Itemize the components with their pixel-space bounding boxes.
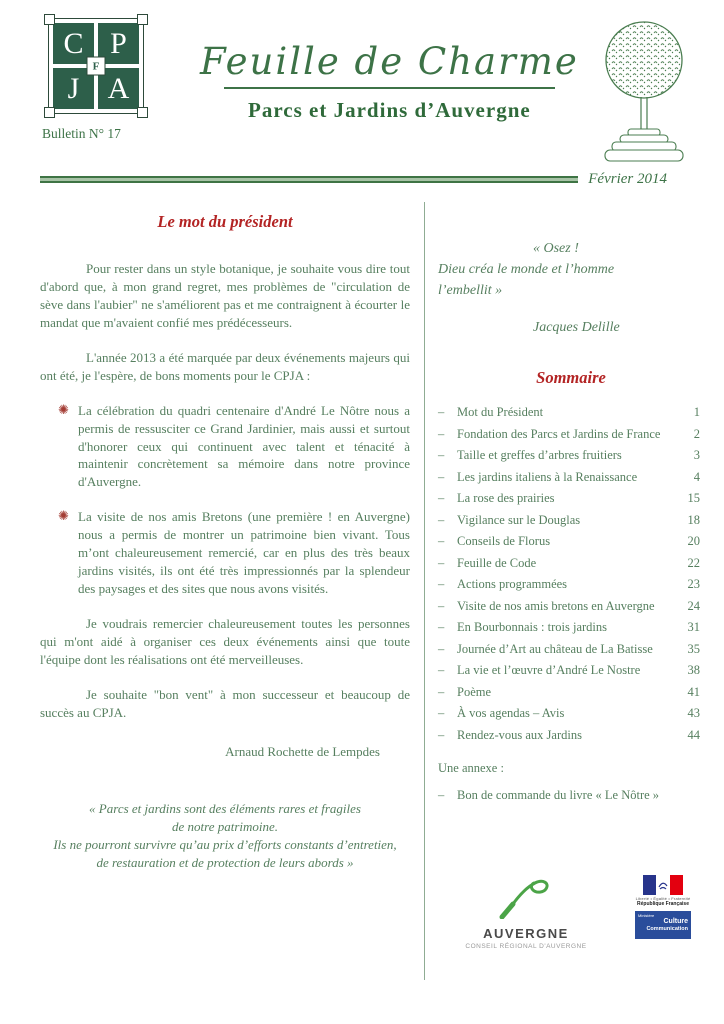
auvergne-swirl-icon xyxy=(498,875,554,919)
epigraph-line: l’embellit » xyxy=(438,283,503,298)
dash-icon: – xyxy=(438,534,445,548)
list-item xyxy=(58,402,410,492)
toc-page: 44 xyxy=(687,727,700,742)
signature: Arnaud Rochette de Lempdes xyxy=(225,743,380,759)
toc-page: 31 xyxy=(687,620,700,634)
epigraph-line: « Osez ! xyxy=(533,241,579,256)
toc-label: Conseils de Florus xyxy=(457,534,551,548)
dash-icon: – xyxy=(438,512,445,527)
toc-label: Visite de nos amis bretons en Auvergne xyxy=(457,598,655,613)
auvergne-logo-subtitle: CONSEIL RÉGIONAL D'AUVERGNE xyxy=(465,943,587,950)
toc-label: En Bourbonnais : trois jardins xyxy=(457,620,607,634)
ministry-box-line: Culture xyxy=(663,918,688,925)
toc-label: Journée d’Art au château de La Batisse xyxy=(457,641,653,656)
toc-row xyxy=(438,600,704,613)
ministry-motto: Liberté • Égalité • Fraternité xyxy=(635,896,691,901)
newsletter-subtitle: Parcs et Jardins d’Auvergne xyxy=(248,98,531,122)
toc-label: Feuille de Code xyxy=(457,555,537,570)
toc-label: Taille et greffes d’arbres fruitiers xyxy=(457,448,622,462)
toc-label: Mot du Président xyxy=(457,405,544,419)
bulletin-number: Bulletin N° 17 xyxy=(42,126,121,141)
toc-row xyxy=(438,621,704,634)
ministry-name-box xyxy=(635,911,691,939)
toc-page: 23 xyxy=(687,577,700,591)
header-rule-row xyxy=(0,171,724,188)
toc-label: La vie et l’œuvre d’André Le Nostre xyxy=(457,663,641,677)
epigraph xyxy=(438,238,704,338)
dash-icon: – xyxy=(438,706,445,720)
toc-page: 43 xyxy=(687,706,700,720)
masthead xyxy=(200,18,579,169)
annex-row xyxy=(438,788,704,803)
toc-label: Fondation des Parcs et Jardins de France xyxy=(457,426,661,441)
toc-page: 38 xyxy=(687,663,700,677)
toc-page: 35 xyxy=(687,641,700,656)
sommaire-title: Sommaire xyxy=(536,368,606,387)
paragraph: Je souhaite "bon vent" à mon successeur et beaucoup de succès au CPJA. xyxy=(40,686,410,720)
toc-row xyxy=(438,406,704,419)
footer-quote-line: Ils ne pourront survivre qu’au prix d’efforts constants d’entretien, xyxy=(53,837,397,853)
logo-letter-j: J xyxy=(53,68,94,109)
flower-bullet-icon: ✺ xyxy=(58,508,69,524)
list-item xyxy=(58,508,410,598)
epigraph-line: Dieu créa le monde et l’homme xyxy=(438,262,615,277)
toc-page: 1 xyxy=(693,405,700,419)
annex-heading: Une annexe : xyxy=(438,761,504,775)
toc-row xyxy=(438,492,704,505)
toc-row xyxy=(438,686,704,699)
toc-row xyxy=(438,707,704,720)
footer-quote-line: « Parcs et jardins sont des éléments rares et fragiles xyxy=(89,800,361,816)
partner-logos xyxy=(438,875,704,950)
toc-page: 22 xyxy=(687,555,700,570)
marianne-icon xyxy=(656,875,670,895)
toc-page: 41 xyxy=(687,684,700,699)
toc-page: 15 xyxy=(687,491,700,505)
dash-icon: – xyxy=(438,727,445,742)
logo-corner-ornament xyxy=(137,14,148,25)
summary-column xyxy=(424,202,704,980)
ministry-of-culture-logo xyxy=(632,875,694,939)
logo-corner-ornament xyxy=(44,14,55,25)
toc-page: 4 xyxy=(693,469,700,484)
paragraph: L'année 2013 a été marquée par deux événements majeurs qui ont été, je l'espère, de bons moments pour le CPJA : xyxy=(40,349,410,383)
dash-icon: – xyxy=(438,598,445,613)
dash-icon: – xyxy=(438,577,445,591)
paragraph: Je voudrais remercier chaleureusement toutes les personnes qui m'ont aidé à organiser ces deux événements ainsi que toute l'équipe dont les réalisations ont été merveilleuses. xyxy=(40,616,410,667)
toc-page: 20 xyxy=(687,534,700,548)
paragraph: Pour rester dans un style botanique, je souhaite vous dire tout d'abord que, à mon grand regret, mes problèmes de "circulation de sève dans l'aubier" ne s'améliorent pas et me contraignent à écourter le mandat que m'avaient confié mes prédécesseurs. xyxy=(40,261,410,330)
toc-row xyxy=(438,514,704,527)
dash-icon: – xyxy=(438,469,445,484)
toc-row xyxy=(438,535,704,548)
dash-icon: – xyxy=(438,663,445,677)
auvergne-regional-council-logo xyxy=(456,875,596,950)
toc-label: Actions programmées xyxy=(457,577,568,591)
flag-white-band xyxy=(656,875,670,895)
toc-label: La rose des prairies xyxy=(457,491,555,505)
sommaire-list xyxy=(438,406,704,741)
french-flag-icon xyxy=(643,875,683,895)
content xyxy=(40,202,704,980)
list-item-text: La visite de nos amis Bretons (une première ! en Auvergne) nous a permis de montrer un patrimoine bien vivant. Tous m’ont chaleureusement remercié, car en plus des très beaux jardins visités, ils ont été très impressionnés par la splendeur des paysages et des sites que nous avons visités. xyxy=(78,509,410,597)
cpja-logo xyxy=(48,18,144,114)
dash-icon: – xyxy=(438,684,445,699)
toc-row xyxy=(438,471,704,484)
issue-date: Février 2014 xyxy=(588,171,667,187)
flag-blue-band xyxy=(643,875,656,895)
header-right xyxy=(579,18,709,169)
logo-corner-ornament xyxy=(137,107,148,118)
ministry-box-line: Communication xyxy=(646,925,688,932)
dash-icon: – xyxy=(438,448,445,462)
toc-row xyxy=(438,428,704,441)
logo-letter-c: C xyxy=(53,23,94,64)
toc-row xyxy=(438,557,704,570)
header-left xyxy=(40,18,200,169)
header xyxy=(0,0,724,169)
auvergne-logo-title: AUVERGNE xyxy=(483,926,569,941)
president-heading: Le mot du président xyxy=(157,212,293,231)
toc-row xyxy=(438,449,704,462)
dash-icon: – xyxy=(438,426,445,441)
toc-page: 18 xyxy=(687,512,700,527)
logo-letter-a: A xyxy=(98,68,139,109)
toc-row xyxy=(438,643,704,656)
footer-quote-line: de restauration et de protection de leurs abords » xyxy=(96,855,354,871)
dash-icon: – xyxy=(438,491,445,505)
republique-francaise-label: République Française xyxy=(637,901,689,907)
toc-page: 24 xyxy=(687,598,700,613)
epigraph-author: Jacques Delille xyxy=(533,320,620,335)
toc-label: Vigilance sur le Douglas xyxy=(457,512,581,527)
dash-icon: – xyxy=(438,620,445,634)
footer-quote-line: de notre patrimoine. xyxy=(171,818,279,834)
toc-label: Les jardins italiens à la Renaissance xyxy=(457,469,638,484)
flower-bullet-icon: ✺ xyxy=(58,401,69,417)
dash-icon: – xyxy=(438,555,445,570)
dash-icon: – xyxy=(438,641,445,656)
ministry-box-line: Ministère xyxy=(638,913,655,918)
list-item-text: La célébration du quadri centenaire d'André Le Nôtre nous a permis de ressusciter ce Grand Jardinier, mais aussi et surtout d'honorer ceux qui continuent avec talent et ténacité à maintenir concrètement sa mémoire dans notre province d'Auvergne. xyxy=(78,402,410,490)
toc-row xyxy=(438,664,704,677)
highlights-list xyxy=(58,402,410,598)
toc-page: 3 xyxy=(693,448,700,462)
toc-page: 2 xyxy=(693,426,700,441)
logo-letter-f: F xyxy=(87,57,106,76)
logo-letter-p: P xyxy=(98,23,139,64)
toc-label: Poème xyxy=(457,684,492,699)
toc-label: À vos agendas – Avis xyxy=(457,706,565,720)
toc-label: Rendez-vous aux Jardins xyxy=(457,727,582,742)
president-column xyxy=(40,202,424,980)
dash-icon: – xyxy=(438,788,445,802)
footer-quote xyxy=(40,800,410,873)
toc-row xyxy=(438,729,704,742)
annex-item: Bon de commande du livre « Le Nôtre » xyxy=(457,788,660,802)
header-divider-rule xyxy=(40,176,578,183)
newsletter-title: Feuille de Charme xyxy=(200,40,579,83)
dash-icon: – xyxy=(438,405,445,419)
logo-corner-ornament xyxy=(44,107,55,118)
topiary-tree-icon xyxy=(583,18,705,164)
flag-red-band xyxy=(670,875,683,895)
title-underline xyxy=(224,87,555,89)
toc-row xyxy=(438,578,704,591)
